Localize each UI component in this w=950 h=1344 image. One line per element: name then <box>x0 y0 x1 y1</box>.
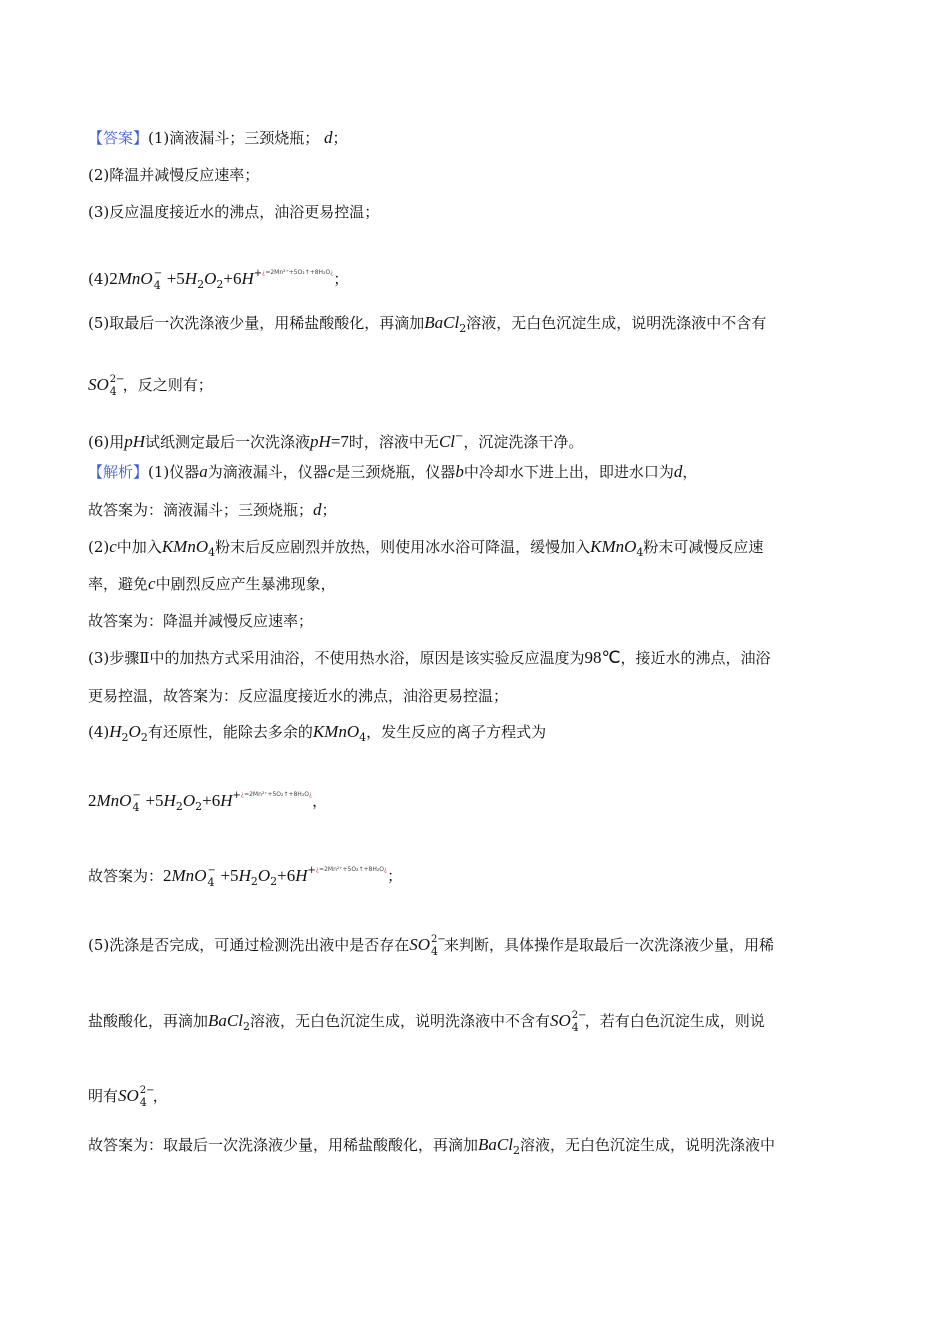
analysis-line-5: (5)洗涤是否完成，可通过检测洗出液中是否存在SO 2− 4 来判断，具体操作是取最后一次洗涤液少量，用稀 <box>88 934 775 958</box>
answer-line-1: 【答案】(1)滴液漏斗；三颈烧瓶； d； <box>88 128 348 147</box>
analysis-line-5c: 明有SO 2− 4 ， <box>88 1085 168 1109</box>
answer-line-2: (2)降温并减慢反应速率； <box>88 166 260 184</box>
answer-tag: 【答案】 <box>88 129 149 147</box>
analysis-line-5-answer: 故答案为：取最后一次洗涤液少量，用稀盐酸酸化，再滴加BaCl$_2$溶液，无白色沉淀生成，说明洗涤液中 <box>88 1135 775 1157</box>
answer-line-6: (6)用pH试纸测定最后一次洗涤液pH=7时，溶液中无Cl−，沉淀洗涤干净。 <box>88 431 584 451</box>
analysis-line-2-answer: 故答案为：降温并减慢反应速率； <box>88 612 314 630</box>
analysis-line-2b: 率，避免c中剧烈反应产生暴沸现象， <box>88 574 336 593</box>
answer-line-5: (5)取最后一次洗涤液少量，用稀盐酸酸化，再滴加BaCl$_2$溶液，无白色沉淀生成，说明洗涤液中不含有 <box>88 313 767 335</box>
analysis-line-1-answer: 故答案为：滴液漏斗；三颈烧瓶；d； <box>88 500 337 519</box>
analysis-line-1: 【解析】(1)仪器a为滴液漏斗，仪器c是三颈烧瓶，仪器b中冷却水下进上出，即进水口为d， <box>88 462 698 481</box>
answer-line-4-equation: (4)2MnO − 4 $+5H_2O_2+6H^{+¿=2Mn^{2+}+5O_2↑+8H_2O¿}$； <box>88 268 349 292</box>
answer-line-3: (3)反应温度接近水的沸点，油浴更易控温； <box>88 203 380 221</box>
analysis-line-5b: 盐酸酸化，再滴加BaCl$_2$溶液，无白色沉淀生成，说明洗涤液中不含有SO 2− 4 ，若有白色沉淀生成，则说 <box>88 1010 765 1034</box>
analysis-line-4: $(4)H_2O_2$有还原性，能除去多余的KMnO$_4$，发生反应的离子方程式为 <box>88 722 547 744</box>
analysis-line-3b: 更易控温，故答案为：反应温度接近水的沸点，油浴更易控温； <box>88 687 509 705</box>
analysis-tag: 【解析】 <box>88 463 149 481</box>
analysis-line-4-answer: 故答案为：2MnO − 4 $+5H_2O_2+6H^{+¿=2Mn^{2+}+5O_2↑+8H_2O¿}$； <box>88 865 403 889</box>
analysis-line-3: (3)步骤Ⅱ中的加热方式采用油浴，不使用热水浴，原因是该实验反应温度为98℃，接近水的沸点，油浴 <box>88 648 771 667</box>
analysis-line-4-equation: 2MnO − 4 $+5H_2O_2+6H^{+¿=2Mn^{2+}+5O_2↑+8H_2O¿}$， <box>88 790 328 814</box>
analysis-line-2: (2)c中加入KMnO$_4$粉末后反应剧烈并放热，则使用冰水浴可降温，缓慢加入KMnO$_4$粉末可减慢反应速 <box>88 537 764 559</box>
answer-line-5b: SO 2− 4 ，反之则有； <box>88 374 213 398</box>
